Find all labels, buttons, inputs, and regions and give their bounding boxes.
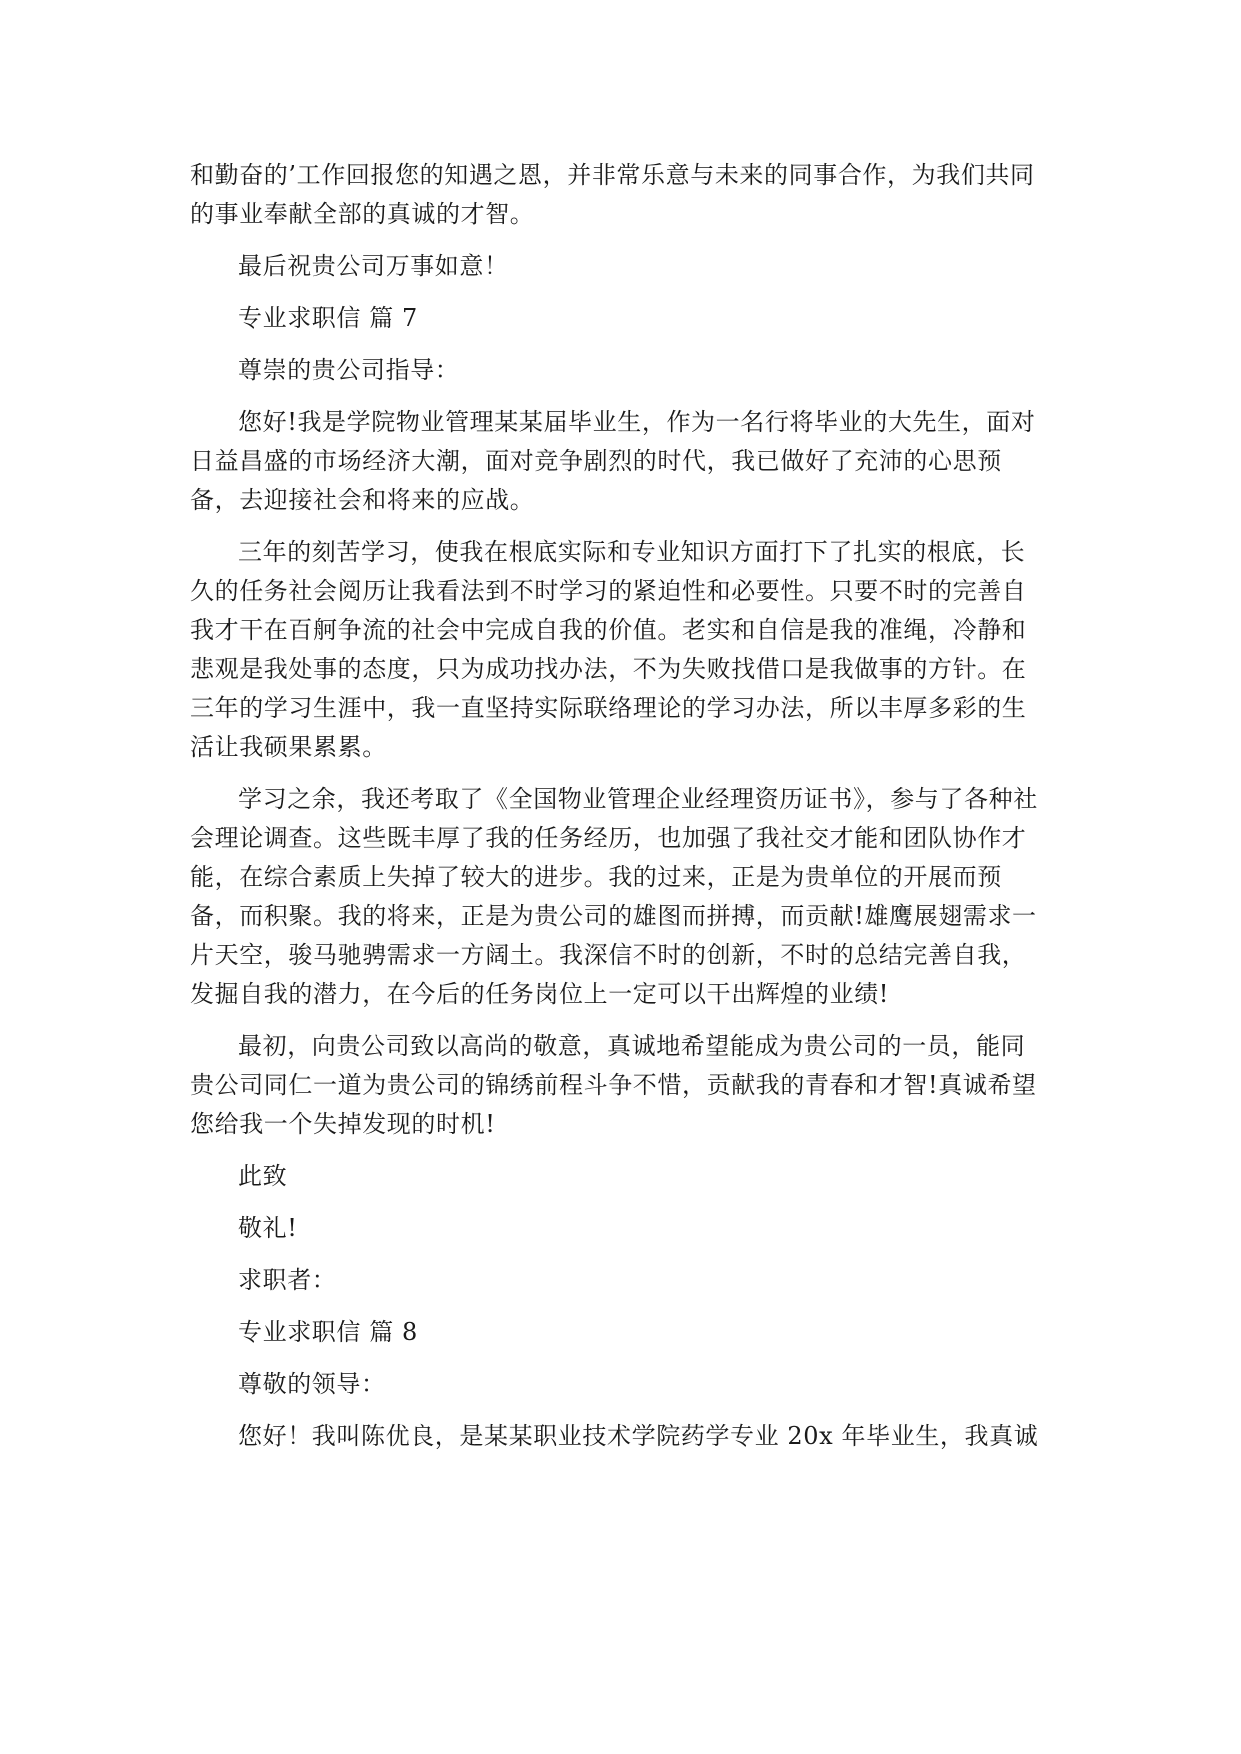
text-line: 三年的刻苦学习，使我在根底实际和专业知识方面打下了扎实的根底，长 [238,538,1026,566]
text-line: 最后祝贵公司万事如意！ [238,252,509,280]
text-line: 片天空，骏马驰骋需求一方阔土。我深信不时的创新，不时的总结完善自我， [190,941,1027,969]
text-line: 和勤奋的’工作回报您的知遇之恩，并非常乐意与未来的同事合作，为我们共同 [190,161,1035,189]
text-line: 日益昌盛的市场经济大潮，面对竞争剧烈的时代，我已做好了充沛的心思预 [190,447,1002,475]
text-line: 尊敬的领导： [238,1370,386,1398]
paragraph [190,780,1060,1014]
text-line: 发掘自我的潜力，在今后的任务岗位上一定可以干出辉煌的业绩! [190,980,890,1008]
text-line: 最初，向贵公司致以高尚的敬意，真诚地希望能成为贵公司的一员，能同 [238,1032,1026,1060]
document-body [190,156,1060,1469]
text-line: 您好！我叫陈优良，是某某职业技术学院药学专业 20x 年毕业生，我真诚 [238,1422,1039,1450]
paragraph [190,1157,1060,1196]
paragraph [190,533,1060,767]
text-line: 贵公司同仁一道为贵公司的锦绣前程斗争不惜，贡献我的青春和才智!真诚希望 [190,1071,1037,1099]
text-line: 会理论调查。这些既丰厚了我的任务经历，也加强了我社交才能和团队协作才 [190,824,1027,852]
text-line: 此致 [238,1162,288,1190]
paragraph [190,1365,1060,1404]
text-line: 学习之余，我还考取了《全国物业管理企业经理资历证书》，参与了各种社 [238,785,1038,813]
text-line: 活让我硕果累累。 [190,733,387,761]
text-line: 的事业奉献全部的真诚的才智。 [190,200,535,228]
paragraph [190,1209,1060,1248]
text-line: 专业求职信 篇 8 [238,1318,418,1346]
text-line: 备，去迎接社会和将来的应战。 [190,486,535,514]
paragraph [190,1417,1060,1456]
text-line: 悲观是我处事的态度，只为成功找办法，不为失败找借口是我做事的方针。在 [190,655,1027,683]
text-line: 三年的学习生涯中，我一直坚持实际联络理论的学习办法，所以丰厚多彩的生 [190,694,1027,722]
text-line: 久的任务社会阅历让我看法到不时学习的紧迫性和必要性。只要不时的完善自 [190,577,1027,605]
text-line: 能，在综合素质上失掉了较大的进步。我的过来，正是为贵单位的开展而预 [190,863,1002,891]
paragraph [190,403,1060,520]
text-line: 尊崇的贵公司指导： [238,356,460,384]
text-line: 备，而积聚。我的将来，正是为贵公司的雄图而拼搏，而贡献!雄鹰展翅需求一 [190,902,1037,930]
paragraph [190,351,1060,390]
paragraph [190,299,1060,338]
paragraph [190,1313,1060,1352]
paragraph [190,247,1060,286]
text-line: 求职者： [238,1266,337,1294]
paragraph [190,1027,1060,1144]
text-line: 您给我一个失掉发现的时机! [190,1110,496,1138]
paragraph [190,156,1060,234]
text-line: 我才干在百舸争流的社会中完成自我的价值。老实和自信是我的准绳，冷静和 [190,616,1027,644]
text-line: 您好!我是学院物业管理某某届毕业生，作为一名行将毕业的大先生，面对 [238,408,1036,436]
text-line: 专业求职信 篇 7 [238,304,418,332]
text-line: 敬礼! [238,1214,298,1242]
paragraph [190,1261,1060,1300]
